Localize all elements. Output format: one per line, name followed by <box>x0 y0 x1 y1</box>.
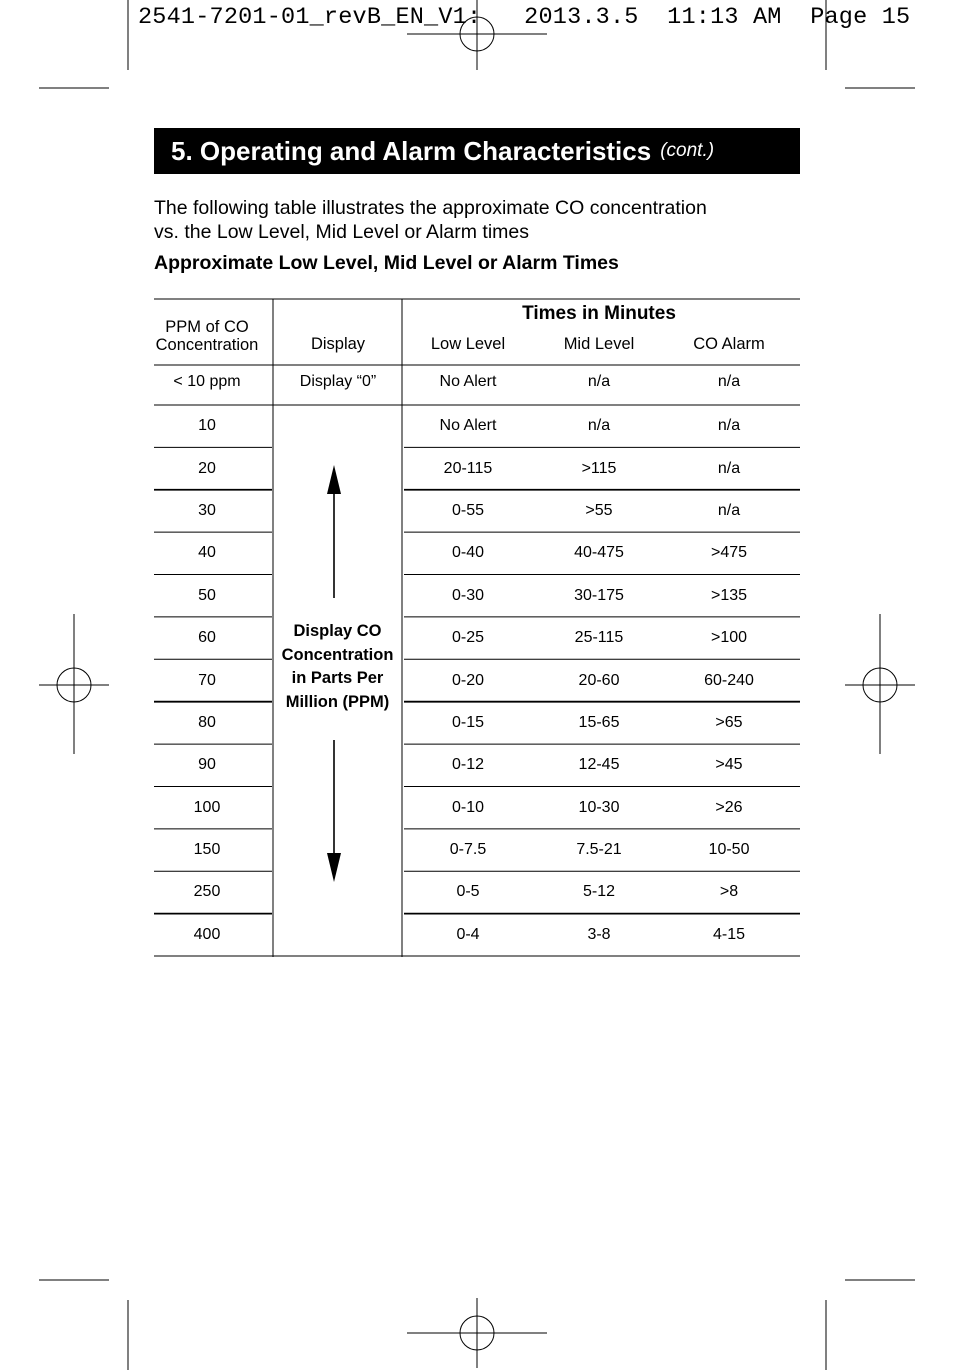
ppm-cell: 20 <box>198 459 216 477</box>
co-alarm-cell: >45 <box>715 756 743 774</box>
mid-level-cell: 7.5-21 <box>576 841 622 859</box>
co-alarm-cell: 10-50 <box>708 841 750 859</box>
mid-level-cell: 10-30 <box>578 798 620 816</box>
mid-level-cell: n/a <box>587 417 611 435</box>
co-alarm-cell: >475 <box>710 544 748 562</box>
low-level-cell: 0-7.5 <box>449 841 487 859</box>
low-level-cell: 0-25 <box>451 629 485 647</box>
header-mid-level: Mid Level <box>563 335 635 353</box>
ppm-cell: 50 <box>198 586 216 604</box>
mid-level-cell: 40-475 <box>574 544 624 562</box>
low-level-cell: 0-20 <box>451 671 485 689</box>
ppm-cell: 40 <box>198 544 216 562</box>
mid-level-cell: 20-60 <box>578 671 620 689</box>
mid-level-cell: 15-65 <box>578 713 620 731</box>
low-level-cell: 0-40 <box>451 544 485 562</box>
section-title: 5. Operating and Alarm Characteristics <box>171 135 652 166</box>
header-display: Display <box>310 335 366 353</box>
low-level-cell: 0-15 <box>451 713 485 731</box>
ppm-cell: 30 <box>198 501 216 519</box>
intro-line-1: The following table illustrates the approximate CO concentration <box>154 197 707 219</box>
co-alarm-cell: >135 <box>710 586 748 604</box>
intro-line-2: vs. the Low Level, Mid Level or Alarm times <box>154 221 529 243</box>
co-alarm-cell: >26 <box>715 798 743 816</box>
arrow-up-icon <box>327 465 341 598</box>
ppm-cell: 90 <box>198 756 216 774</box>
header-ppm: PPM of CO Concentration <box>155 318 259 354</box>
low-level-cell: 0-30 <box>451 586 485 604</box>
co-alarm-cell: 60-240 <box>704 671 754 689</box>
low-level-cell: 0-4 <box>456 925 480 943</box>
co-alarm-cell: n/a <box>717 501 741 519</box>
mid-level-cell: 3-8 <box>587 925 611 943</box>
ppm-cell: 100 <box>193 798 221 816</box>
ppm-cell: 80 <box>198 713 216 731</box>
mid-level-cell: 30-175 <box>574 586 624 604</box>
mid-level-cell: 12-45 <box>578 756 620 774</box>
section-title-suffix: (cont.) <box>660 140 715 161</box>
arrow-down-icon <box>327 740 341 882</box>
low-level-cell: 0-55 <box>451 501 485 519</box>
ppm-cell: 70 <box>198 671 216 689</box>
mid-level-cell: 25-115 <box>574 629 624 647</box>
co-alarm-cell: >65 <box>715 713 743 731</box>
ppm-cell: 150 <box>193 841 221 859</box>
co-alarm-cell: >8 <box>719 883 739 901</box>
low-level-cell: 0-12 <box>451 756 485 774</box>
co-alarm-cell: n/a <box>717 459 741 477</box>
mid-level-cell: 5-12 <box>582 883 616 901</box>
first-row-mid: n/a <box>587 373 611 390</box>
first-row-ppm: < 10 ppm <box>173 373 241 390</box>
low-level-cell: 0-5 <box>456 883 480 901</box>
ppm-cell: 400 <box>193 925 221 943</box>
ppm-cell: 10 <box>198 417 216 435</box>
header-times-in-minutes: Times in Minutes <box>522 303 676 324</box>
ppm-cell: 60 <box>198 629 216 647</box>
mid-level-cell: >55 <box>585 501 613 519</box>
low-level-cell: No Alert <box>439 417 497 435</box>
display-description: Display CO Concentration in Parts Per Million (PPM) <box>281 622 394 711</box>
co-alarm-cell: n/a <box>717 417 741 435</box>
header-co-alarm: CO Alarm <box>693 335 765 353</box>
first-row-display: Display “0” <box>299 373 377 390</box>
low-level-cell: 20-115 <box>443 459 493 477</box>
ppm-cell: 250 <box>193 883 221 901</box>
header-low-level: Low Level <box>430 335 506 353</box>
co-alarm-cell: 4-15 <box>712 925 746 943</box>
co-alarm-cell: >100 <box>710 629 748 647</box>
print-header: 2541-7201-01_revB_EN_V1: 2013.3.5 11:13 AM Page 15 <box>138 4 911 31</box>
first-row-alarm: n/a <box>717 373 741 390</box>
mid-level-cell: >115 <box>581 459 617 477</box>
first-row-low: No Alert <box>439 373 497 390</box>
table-title: Approximate Low Level, Mid Level or Alarm Times <box>154 252 619 274</box>
low-level-cell: 0-10 <box>451 798 485 816</box>
